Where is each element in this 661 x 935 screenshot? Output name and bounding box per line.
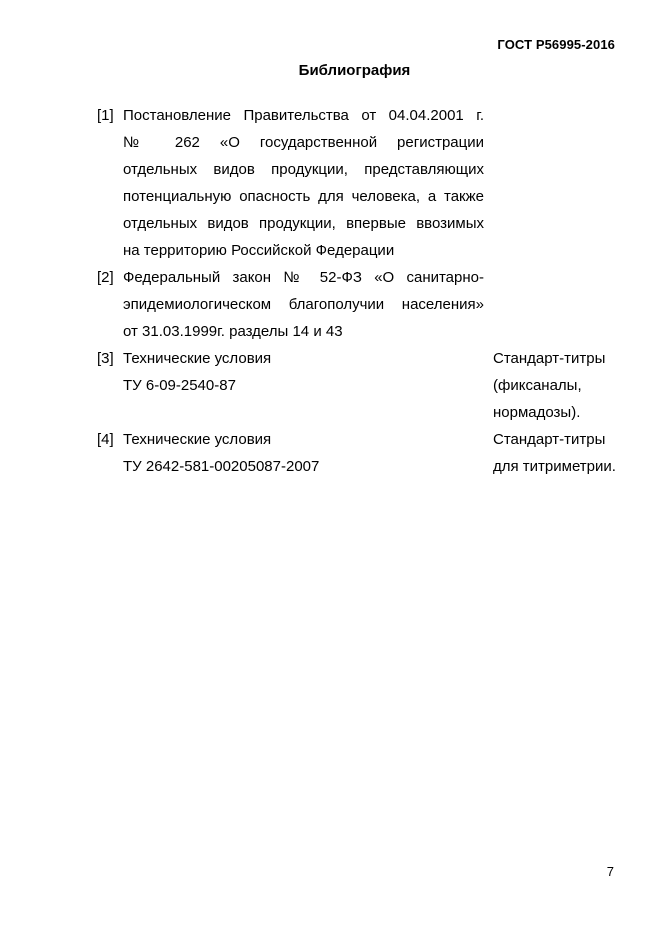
reference-line: Федеральный закон № 52-ФЗ «О санитарно-: [123, 269, 484, 286]
reference-number: [2]: [97, 269, 114, 286]
reference-text: [123, 345, 484, 399]
reference-text: [123, 264, 484, 345]
reference-line: отдельных видов продукции, впервые ввозимых: [123, 215, 484, 232]
reference-note-line: Стандарт-титры: [493, 350, 606, 367]
reference-note-line: нормадозы).: [493, 404, 581, 421]
reference-note: [493, 426, 633, 480]
reference-number: [1]: [97, 107, 114, 124]
reference-note-line: для титриметрии.: [493, 458, 616, 475]
reference-note-line: Стандарт-титры: [493, 431, 606, 448]
page-number: 7: [606, 864, 614, 879]
reference-line: Постановление Правительства от 04.04.2001 г.: [123, 107, 484, 124]
reference-line: ТУ 6-09-2540-87: [123, 377, 236, 394]
reference-line: от 31.03.1999г. разделы 14 и 43: [123, 323, 343, 340]
reference-line: на территорию Российской Федерации: [123, 242, 395, 259]
reference-line: отдельных видов продукции, представляющих: [123, 161, 484, 178]
reference-text: [123, 102, 484, 264]
reference-number: [4]: [97, 431, 114, 448]
standard-code: ГОСТ Р56995-2016: [497, 37, 615, 52]
reference-note: [493, 345, 633, 426]
page-title: Библиография: [298, 62, 411, 79]
reference-line: № 262 «О государственной регистрации: [123, 134, 484, 151]
reference-number: [3]: [97, 350, 114, 367]
reference-text: [123, 426, 484, 480]
reference-line: потенциальную опасность для человека, а также: [123, 188, 484, 205]
reference-note-line: (фиксаналы,: [493, 377, 582, 394]
reference-line: ТУ 2642-581-00205087-2007: [123, 458, 320, 475]
reference-line: Технические условия: [123, 350, 272, 367]
reference-line: Технические условия: [123, 431, 272, 448]
reference-line: эпидемиологическом благополучии населения»: [123, 296, 484, 313]
